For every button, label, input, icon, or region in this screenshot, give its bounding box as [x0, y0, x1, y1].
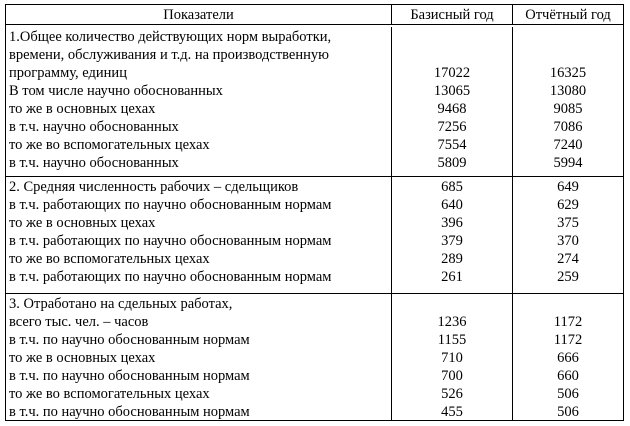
report-value: 1172	[553, 314, 583, 330]
report-value: 259	[557, 269, 579, 285]
label-line: 1.Общее количество действующих норм выработки,	[9, 29, 332, 45]
section-1-report-values	[513, 27, 623, 176]
label-line: всего тыс. чел. – часов	[9, 314, 149, 330]
label-line: в т.ч. научно обоснованных	[9, 119, 179, 135]
label-line: в т.ч. по научно обоснованным нормам	[9, 404, 250, 420]
report-value: 649	[557, 179, 579, 195]
label-line: то же в основных цехах	[9, 350, 156, 366]
base-value: 455	[441, 404, 463, 420]
label-line: в т.ч. научно обоснованных	[9, 155, 179, 171]
label-line: в т.ч. работающих по научно обоснованным нормам	[9, 233, 332, 249]
report-value	[513, 28, 623, 46]
section-norms-count	[6, 25, 623, 177]
base-value: 7256	[437, 119, 467, 135]
section-2-report-values	[513, 177, 623, 293]
base-value: 700	[441, 368, 463, 384]
label-line: в т.ч. по научно обоснованным нормам	[9, 332, 250, 348]
section-3-base-values	[392, 294, 513, 420]
report-value: 13080	[549, 83, 587, 99]
base-value	[392, 28, 512, 46]
label-line: в т.ч. работающих по научно обоснованным нормам	[9, 197, 332, 213]
label-line: то же во вспомогательных цехах	[9, 137, 210, 153]
base-value: 5809	[437, 155, 467, 171]
report-value: 660	[557, 368, 579, 384]
report-value: 666	[557, 350, 579, 366]
report-value: 5994	[553, 155, 583, 171]
header-report-year: Отчётный год	[525, 7, 611, 23]
label-line: в т.ч. по научно обоснованным нормам	[9, 368, 250, 384]
report-value: 370	[557, 233, 579, 249]
base-value: 526	[441, 386, 463, 402]
base-value: 379	[441, 233, 463, 249]
label-line: то же во вспомогательных цехах	[9, 386, 210, 402]
base-value: 7554	[437, 137, 467, 153]
report-value: 7086	[553, 119, 583, 135]
report-value: 506	[557, 404, 579, 420]
report-value: 9085	[553, 101, 583, 117]
label-line: времени, обслуживания и т.д. на производственную	[9, 47, 329, 63]
report-value: 16325	[549, 65, 587, 81]
base-value: 685	[441, 179, 463, 195]
base-value	[392, 46, 512, 64]
label-line: то же во вспомогательных цехах	[9, 251, 210, 267]
report-value: 375	[557, 215, 579, 231]
section-3-labels	[6, 294, 392, 420]
base-value	[392, 295, 512, 313]
label-line: 3. Отработано на сдельных работах,	[9, 296, 233, 312]
section-3-report-values	[513, 294, 623, 420]
base-value: 396	[441, 215, 463, 231]
report-value: 274	[557, 251, 579, 267]
base-value: 1155	[437, 332, 467, 348]
report-value: 1172	[553, 332, 583, 348]
table-header-row	[6, 5, 623, 25]
base-value: 710	[441, 350, 463, 366]
base-value: 13065	[433, 83, 471, 99]
base-value: 640	[441, 197, 463, 213]
label-line: В том числе научно обоснованных	[9, 83, 223, 99]
report-value	[513, 46, 623, 64]
indicators-table	[5, 4, 624, 421]
base-value: 261	[441, 269, 463, 285]
section-piece-workers	[6, 177, 623, 294]
report-value: 629	[557, 197, 579, 213]
label-line: программу, единиц	[9, 65, 127, 81]
base-value: 17022	[433, 65, 471, 81]
header-indicators: Показатели	[6, 5, 392, 24]
section-1-base-values	[392, 27, 513, 176]
label-line: то же в основных цехах	[9, 215, 156, 231]
base-value: 1236	[437, 314, 467, 330]
label-line: в т.ч. работающих по научно обоснованным нормам	[9, 269, 332, 285]
section-hours-worked	[6, 294, 623, 420]
base-value: 289	[441, 251, 463, 267]
header-base-year: Базисный год	[392, 5, 513, 24]
report-value	[513, 295, 623, 313]
section-2-labels	[6, 177, 392, 293]
section-2-base-values	[392, 177, 513, 293]
section-1-labels	[6, 27, 392, 176]
report-value: 7240	[553, 137, 583, 153]
label-line: то же в основных цехах	[9, 101, 156, 117]
report-value: 506	[557, 386, 579, 402]
base-value: 9468	[437, 101, 467, 117]
label-line: 2. Средняя численность рабочих – сдельщиков	[9, 179, 299, 195]
